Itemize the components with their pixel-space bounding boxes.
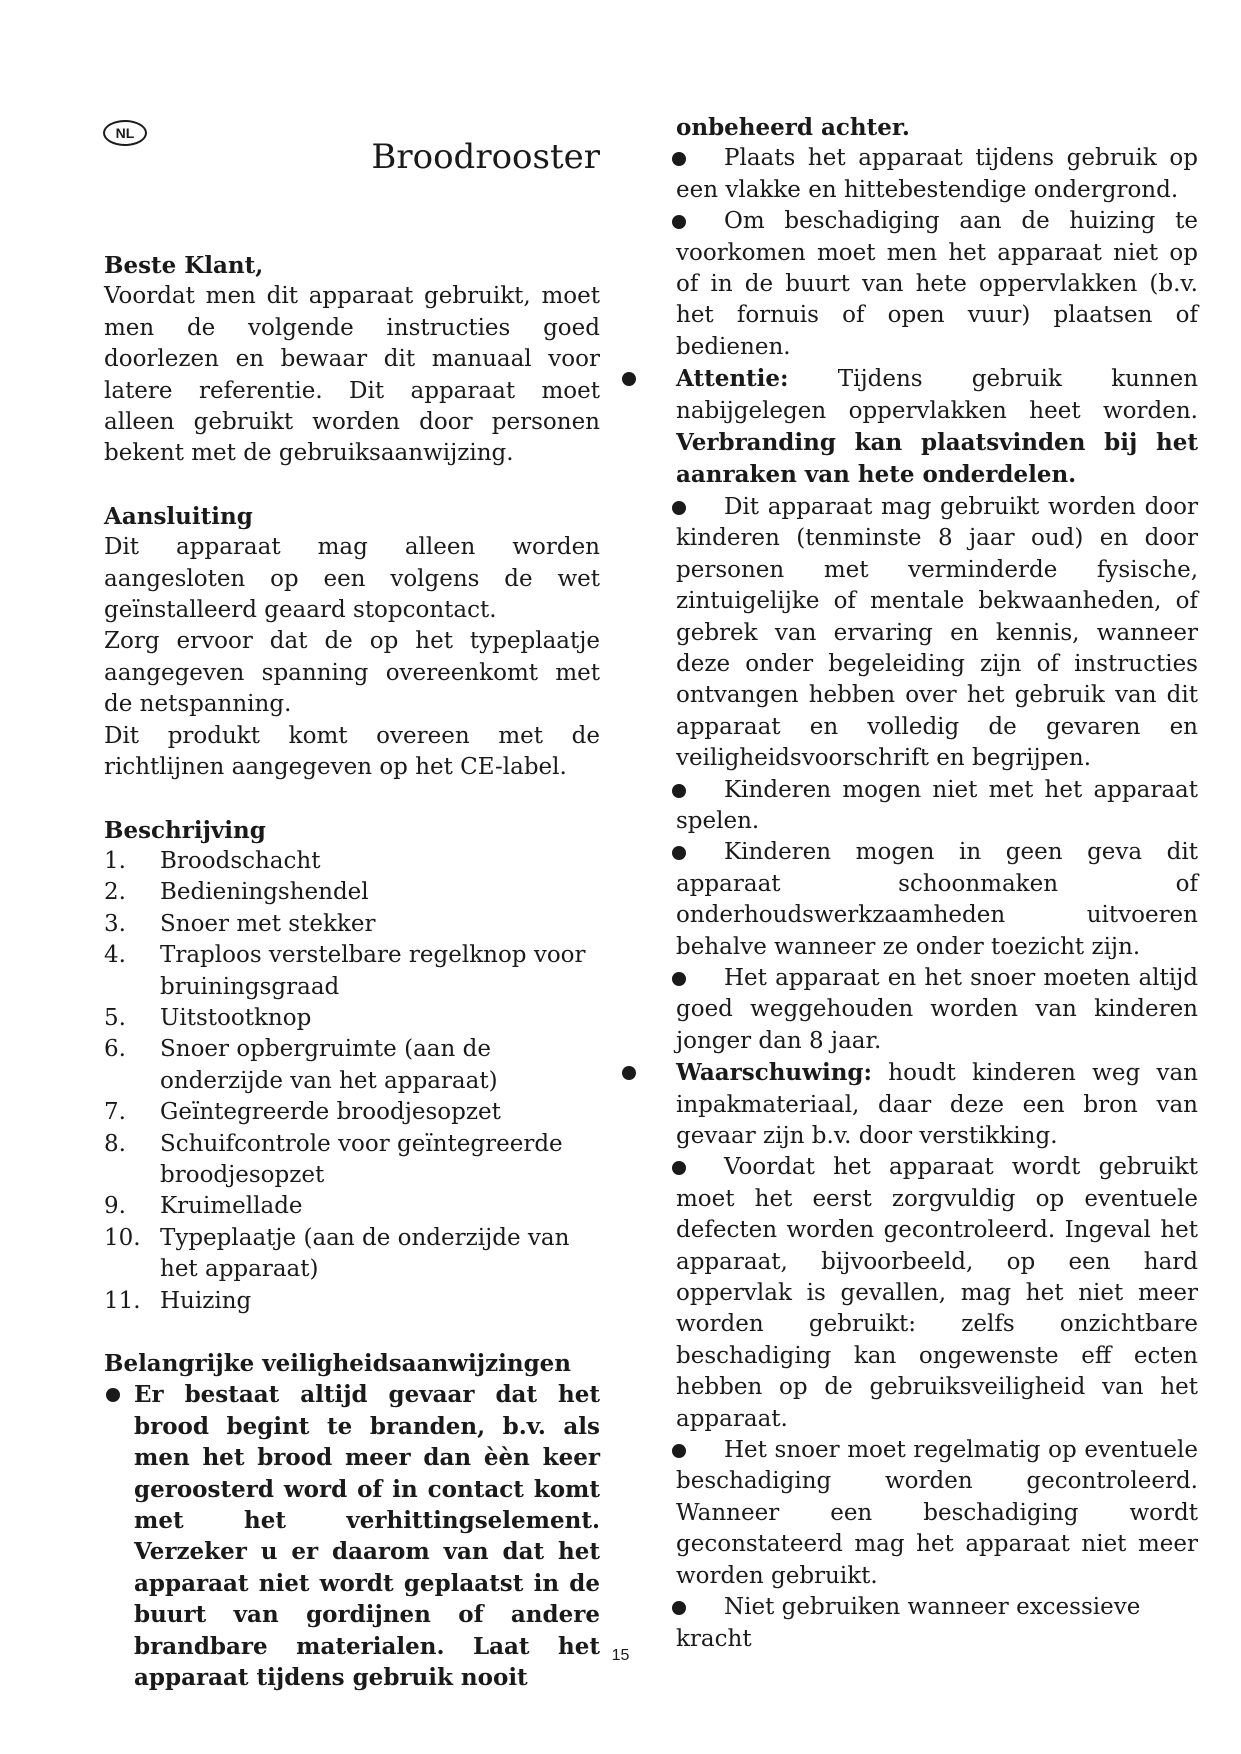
section-heading-veiligheid: Belangrijke veiligheidsaanwijzingen (104, 1350, 572, 1377)
list-item: 2. Bedieningshendel (104, 879, 369, 906)
bullet-icon (672, 152, 686, 166)
aansluiting-paragraph-2: Zorg ervoor dat de op het typeplaatje aangegeven spanning overeenkomt met de netspanning. (104, 628, 600, 718)
list-item: Dit apparaat mag gebruikt worden door kinderen (tenminste 8 jaar oud) en door personen met verminderde fysische, zintuigelijke of mentale bekwaanheden, of gebrek van ervaring en kennis, wanneer deze onder begeleiding zijn of instructies ontvangen hebben over het gebruik van dit apparaat en volledig de gevaren en veiligheidsvoorschrift en begrijpen. (646, 492, 1198, 775)
fire-warning: Er bestaat altijd gevaar dat het brood begint te branden, b.v. als men het brood meer dan èèn keer geroosterd word of in contact komt met het verhittingselement. Verzeker u er daarom van dat het apparaat niet wordt geplaatst in de buurt van gordijnen of andere brandbare materialen. Laat het apparaat tijdens gebruik nooit (104, 1379, 600, 1693)
intro-paragraph: Voordat men dit apparaat gebruikt, moet men de volgende instructies goed doorlezen en bewaar dit manuaal voor latere referentie. Dit apparaat moet alleen gebruikt worden door personen bekent met de gebruiksaanwijzing. (104, 283, 600, 467)
waarschuwing-notice: Waarschuwing: houdt kinderen weg van inpakmateriaal, daar deze een bron van gevaar zijn b.v. door verstikking. (646, 1057, 1198, 1152)
bullet-icon (672, 215, 686, 229)
attentie-notice: Attentie: Tijdens gebruik kunnen nabijgelegen oppervlakken heet worden. Verbranding kan plaatsvinden bij het aanraken van hete onderdelen. (646, 363, 1198, 492)
bullet-icon (672, 972, 686, 986)
bullet-icon (622, 1066, 636, 1080)
left-column (104, 250, 600, 1693)
list-item: 8. Schuifcontrole voor geïntegreerde broodjesopzet (104, 1130, 563, 1188)
list-item: Het snoer moet regelmatig op eventuele beschadiging worden gecontroleerd. Wanneer een beschadiging wordt geconstateerd mag het apparaat niet meer worden gebruikt. (646, 1435, 1198, 1592)
section-heading-aansluiting: Aansluiting (104, 502, 253, 530)
bullet-icon (672, 846, 686, 860)
list-item: 10. Typeplaatje (aan de onderzijde van het apparaat) (104, 1224, 570, 1283)
bullet-icon (672, 784, 686, 798)
list-item: Kinderen mogen niet met het apparaat spelen. (646, 775, 1198, 838)
list-item: 1. Broodschacht (104, 847, 321, 874)
list-item: Om beschadiging aan de huizing te voorkomen moet men het apparaat niet op of in de buurt van hete oppervlakken (b.v. het fornuis of open vuur) plaatsen of bedienen. (646, 206, 1198, 363)
bullet-icon (672, 1444, 686, 1458)
section-heading-beschrijving: Beschrijving (104, 816, 266, 844)
list-item: Het apparaat en het snoer moeten altijd goed weggehouden worden van kinderen jonger dan 8 jaar. (646, 963, 1198, 1057)
page-number: 15 (611, 1647, 630, 1664)
page-title: Broodrooster (371, 136, 600, 177)
list-item: 9. Kruimellade (104, 1193, 303, 1220)
list-item: Plaats het apparaat tijdens gebruik op een vlakke en hittebestendige ondergrond. (646, 143, 1198, 206)
language-badge: NL (103, 120, 147, 146)
list-item: 6. Snoer opbergruimte (aan de onderzijde van het apparaat) (104, 1036, 498, 1094)
list-item: 5. Uitstootknop (104, 1004, 312, 1031)
list-item: 3. Snoer met stekker (104, 910, 376, 937)
bullet-icon (672, 1161, 686, 1175)
parts-list (104, 846, 600, 1317)
list-item: 11. Huizing (104, 1287, 252, 1314)
bullet-icon (672, 1601, 686, 1615)
list-item: Kinderen mogen in geen geva dit apparaat schoonmaken of onderhoudswerkzaamheden uitvoeren behalve wanneer ze onder toezicht zijn. (646, 837, 1198, 963)
right-column (646, 112, 1198, 1655)
list-item: 7. Geïntegreerde broodjesopzet (104, 1099, 501, 1126)
salutation: Beste Klant, (104, 252, 264, 279)
aansluiting-paragraph-3: Dit produkt komt overeen met de richtlijnen aangegeven op het CE-label. (104, 722, 600, 781)
aansluiting-paragraph-1: Dit apparaat mag alleen worden aangesloten op een volgens de wet geïnstalleerd geaard stopcontact. (104, 534, 600, 624)
bullet-icon (622, 372, 636, 386)
list-item: 4. Traploos verstelbare regelknop voor bruiningsgraad (104, 942, 586, 1000)
list-item: Niet gebruiken wanneer excessieve kracht (646, 1592, 1198, 1655)
bullet-icon (672, 501, 686, 515)
list-item: Voordat het apparaat wordt gebruikt moet het eerst zorgvuldig op eventuele defecten worden gecontroleerd. Ingeval het apparaat, bijvoorbeeld, op een hard oppervlak is gevallen, mag het niet meer worden gebruikt: zelfs onzichtbare beschadiging kan ongewenste eff ecten hebben op de gebruiksveiligheid van het apparaat. (646, 1152, 1198, 1435)
fire-warning-continued: onbeheerd achter. (676, 114, 910, 141)
